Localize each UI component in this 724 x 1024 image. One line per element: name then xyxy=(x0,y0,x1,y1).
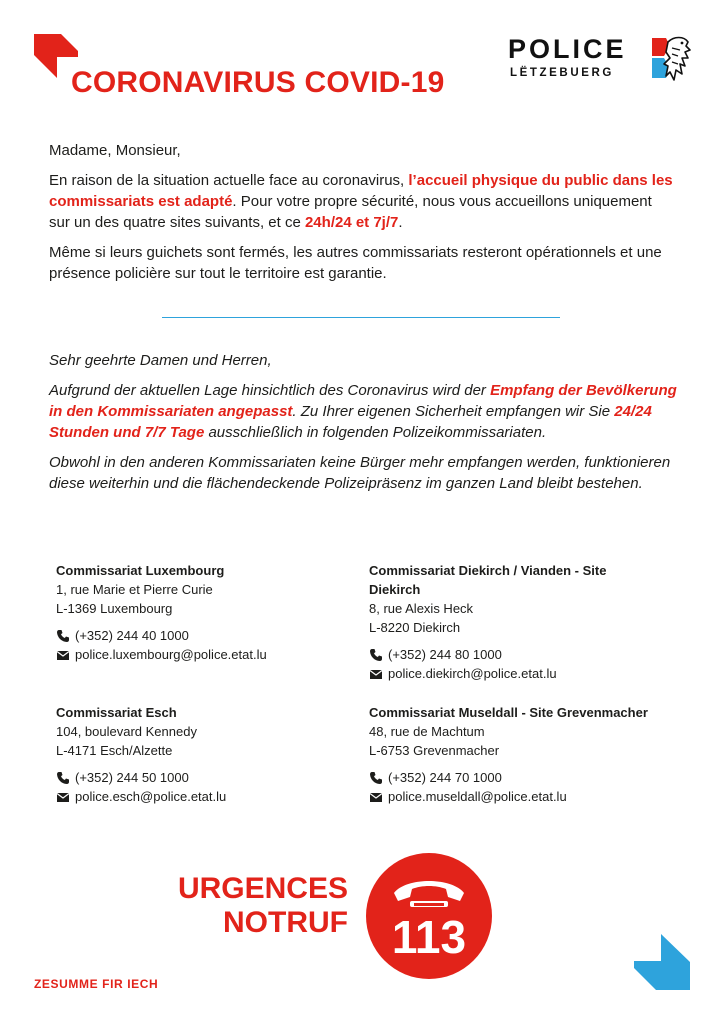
office-email-row xyxy=(369,787,689,806)
lion-crest-icon xyxy=(652,34,694,82)
envelope-icon xyxy=(56,790,70,804)
german-p1-highlight: Empfang der Bevölkerung in den Kommissariaten angepasst xyxy=(49,382,677,420)
corner-decoration-bottom-right xyxy=(634,934,690,990)
page-title: CORONAVIRUS COVID-19 xyxy=(71,66,445,99)
emergency-number-badge[interactable] xyxy=(366,853,492,979)
office-card-museldall xyxy=(369,703,689,806)
office-card-diekirch xyxy=(369,561,659,683)
french-paragraph-1 xyxy=(49,170,673,233)
envelope-icon xyxy=(56,648,70,662)
office-email[interactable]: police.museldall@police.etat.lu xyxy=(388,789,567,804)
french-p1-highlight-hours: 24h/24 et 7j/7 xyxy=(304,214,399,231)
french-section xyxy=(49,140,673,293)
envelope-icon xyxy=(369,667,383,681)
office-phone[interactable]: (+352) 244 50 1000 xyxy=(75,770,189,785)
logo-subtitle: LËTZEBUERG xyxy=(510,67,614,79)
office-phone[interactable]: (+352) 244 40 1000 xyxy=(75,628,189,643)
office-city: L-1369 Luxembourg xyxy=(56,601,173,616)
emergency-label xyxy=(150,872,348,940)
office-city: L-8220 Diekirch xyxy=(369,620,461,635)
police-logo xyxy=(508,34,694,86)
office-name: Commissariat Museldall - Site Grevenmacher xyxy=(369,705,648,720)
section-divider xyxy=(162,317,560,318)
office-phone-row xyxy=(56,626,346,645)
footer-tagline: ZESUMME FIR IECH xyxy=(34,977,159,991)
logo-wordmark: POLICE xyxy=(508,34,627,64)
french-p1-text-a: En raison de la situation actuelle face au coronavirus, xyxy=(49,172,409,189)
german-p1-text-a: Aufgrund der aktuellen Lage hinsichtlich des Coronavirus wird der xyxy=(49,382,491,399)
office-name: Commissariat Esch xyxy=(56,705,177,720)
office-phone-row xyxy=(369,645,659,664)
phone-icon xyxy=(56,629,70,643)
german-paragraph-2: Obwohl in den anderen Kommissariaten keine Bürger mehr empfangen werden, funktionieren diese weiterhin und die flächendeckende Polizeipräsenz im ganzen Land bleibt bestehen. xyxy=(49,454,671,492)
office-phone[interactable]: (+352) 244 70 1000 xyxy=(388,770,502,785)
office-email[interactable]: police.esch@police.etat.lu xyxy=(75,789,227,804)
office-phone-row xyxy=(56,768,346,787)
office-phone[interactable]: (+352) 244 80 1000 xyxy=(388,647,502,662)
office-street: 104, boulevard Kennedy xyxy=(56,724,197,739)
german-section xyxy=(49,350,679,503)
office-email-row xyxy=(56,787,346,806)
office-name: Commissariat Diekirch / Vianden - Site Diekirch xyxy=(369,563,607,597)
phone-icon xyxy=(369,648,383,662)
german-greeting: Sehr geehrte Damen und Herren, xyxy=(49,352,272,369)
french-p1-highlight: l’accueil physique du public dans les commissariats est adapté xyxy=(49,172,673,210)
emergency-line-1: URGENCES xyxy=(177,872,348,905)
office-street: 48, rue de Machtum xyxy=(369,724,485,739)
french-p1-text-c: . xyxy=(398,214,403,231)
office-city: L-4171 Esch/Alzette xyxy=(56,743,173,758)
office-street: 8, rue Alexis Heck xyxy=(369,601,474,616)
emergency-line-2: NOTRUF xyxy=(223,906,348,939)
office-email-row xyxy=(56,645,346,664)
german-p1-text-c: ausschließlich in folgenden Polizeikommissariaten. xyxy=(204,424,547,441)
office-city: L-6753 Grevenmacher xyxy=(369,743,500,758)
office-email[interactable]: police.diekirch@police.etat.lu xyxy=(388,666,557,681)
emergency-number: 113 xyxy=(391,911,467,963)
office-phone-row xyxy=(369,768,689,787)
office-card-luxembourg xyxy=(56,561,346,664)
french-paragraph-2: Même si leurs guichets sont fermés, les autres commissariats resteront opérationnels et une présence policière sur tout le territoire est garantie. xyxy=(49,244,662,282)
office-email-row xyxy=(369,664,659,683)
french-greeting: Madame, Monsieur, xyxy=(49,142,181,159)
office-card-esch xyxy=(56,703,346,806)
french-p1-text-b: . Pour votre propre sécurité, nous vous accueillons uniquement sur un des quatre sites suivants, et ce xyxy=(49,193,652,231)
office-name: Commissariat Luxembourg xyxy=(56,563,225,578)
german-p1-text-b: . Zu Ihrer eigenen Sicherheit empfangen wir Sie xyxy=(292,403,615,420)
envelope-icon xyxy=(369,790,383,804)
office-email[interactable]: police.luxembourg@police.etat.lu xyxy=(75,647,267,662)
office-street: 1, rue Marie et Pierre Curie xyxy=(56,582,213,597)
german-paragraph-1 xyxy=(49,380,679,443)
phone-icon xyxy=(56,771,70,785)
phone-icon xyxy=(369,771,383,785)
german-p1-highlight-hours: 24/24 Stunden und 7/7 Tage xyxy=(49,403,652,441)
